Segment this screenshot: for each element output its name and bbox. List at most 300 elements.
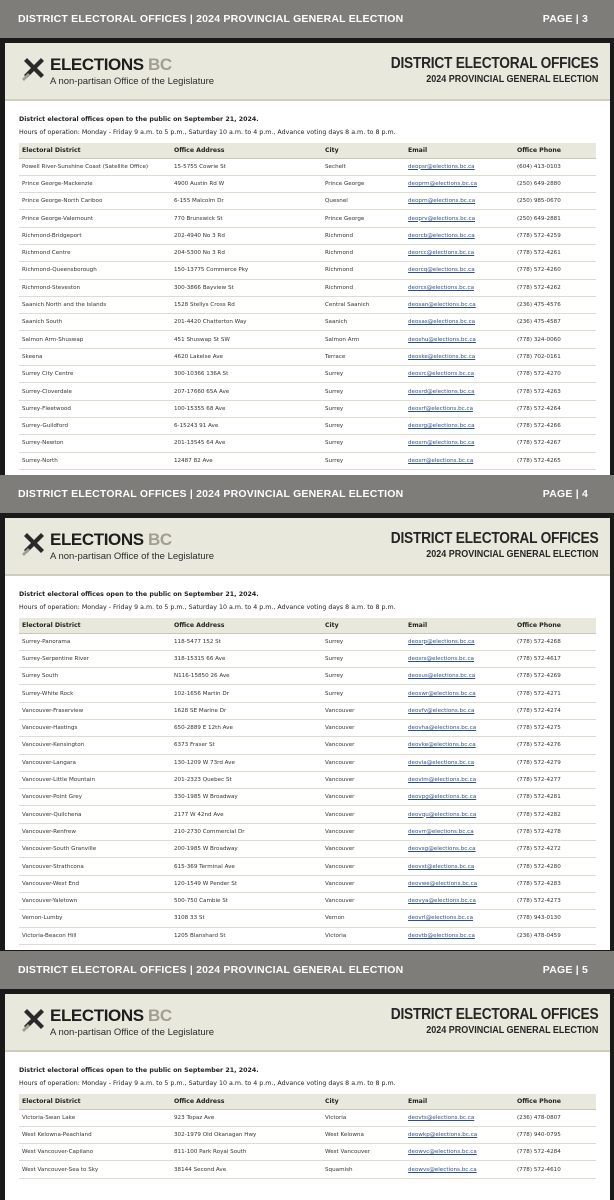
district-cell: Vancouver-Renfrew bbox=[19, 823, 171, 840]
address-cell: 15-5755 Cowrie St bbox=[171, 158, 322, 175]
phone-cell: (778) 572-4281 bbox=[514, 789, 596, 806]
column-header-phone: Office Phone bbox=[514, 143, 596, 158]
column-header-city: City bbox=[322, 1094, 405, 1109]
email-link[interactable]: deovwe@elections.bc.ca bbox=[405, 875, 514, 892]
table-row bbox=[19, 892, 596, 909]
address-cell: 12487 82 Ave bbox=[171, 452, 322, 469]
address-cell: 201-4420 Chatterton Way bbox=[171, 314, 322, 331]
address-cell: 6-15243 91 Ave bbox=[171, 417, 322, 434]
email-link[interactable]: deoprn@elections.bc.ca bbox=[405, 193, 514, 210]
district-cell: Saanich North and the Islands bbox=[19, 296, 171, 313]
city-cell: West Kelowna bbox=[322, 1126, 405, 1143]
intro-open-date: District electoral offices open to the public on September 21, 2024. bbox=[19, 591, 259, 598]
column-header-phone: Office Phone bbox=[514, 1094, 596, 1109]
address-cell: 207-17660 65A Ave bbox=[171, 383, 322, 400]
table-row bbox=[19, 210, 596, 227]
table-row bbox=[19, 314, 596, 331]
district-cell: Salmon Arm-Shuswap bbox=[19, 331, 171, 348]
phone-cell: (778) 572-4278 bbox=[514, 823, 596, 840]
city-cell: Vancouver bbox=[322, 892, 405, 909]
phone-cell: (778) 572-4265 bbox=[514, 452, 596, 469]
city-cell: Surrey bbox=[322, 452, 405, 469]
email-link[interactable]: deoswr@elections.bc.ca bbox=[405, 685, 514, 702]
address-cell: 120-1549 W Pender St bbox=[171, 875, 322, 892]
address-cell: 1528 Stellys Cross Rd bbox=[171, 296, 322, 313]
email-link[interactable]: deowvs@elections.bc.ca bbox=[405, 1161, 514, 1178]
table-row bbox=[19, 279, 596, 296]
phone-cell: (604) 413-0103 bbox=[514, 158, 596, 175]
city-cell: Prince George bbox=[322, 175, 405, 192]
intro-open-date: District electoral offices open to the public on September 21, 2024. bbox=[19, 116, 259, 123]
city-cell: Quesnel bbox=[322, 193, 405, 210]
address-cell: 451 Shuswap St SW bbox=[171, 331, 322, 348]
offices-table bbox=[19, 618, 596, 945]
phone-cell: (778) 572-4269 bbox=[514, 668, 596, 685]
email-link[interactable]: deowvc@elections.bc.ca bbox=[405, 1144, 514, 1161]
phone-cell: (236) 475-4576 bbox=[514, 296, 596, 313]
table-row bbox=[19, 193, 596, 210]
page-footer-bar bbox=[0, 0, 614, 38]
table-row bbox=[19, 296, 596, 313]
page-subtitle: 2024 PROVINCIAL GENERAL ELECTION bbox=[425, 1025, 598, 1036]
column-header-address: Office Address bbox=[171, 1094, 322, 1109]
address-cell: 811-100 Park Royal South bbox=[171, 1144, 322, 1161]
address-cell: 500-750 Cambie St bbox=[171, 892, 322, 909]
page-footer-bar bbox=[0, 475, 614, 513]
intro-hours: Hours of operation: Monday - Friday 9 a.m. to 5 p.m., Saturday 10 a.m. to 4 p.m., Advance voting days 8 a.m. to 8 p.m. bbox=[19, 129, 396, 136]
phone-cell: (236) 475-4587 bbox=[514, 314, 596, 331]
table-row bbox=[19, 754, 596, 771]
table-row bbox=[19, 244, 596, 261]
column-header-email: Email bbox=[405, 618, 514, 633]
address-cell: 201-2323 Quebec St bbox=[171, 771, 322, 788]
district-cell: Surrey-Guildford bbox=[19, 417, 171, 434]
column-header-address: Office Address bbox=[171, 143, 322, 158]
logo-tagline: A non-partisan Office of the Legislature bbox=[50, 1027, 215, 1038]
address-cell: 6-155 Malcolm Dr bbox=[171, 193, 322, 210]
table-row bbox=[19, 158, 596, 175]
page-subtitle: 2024 PROVINCIAL GENERAL ELECTION bbox=[425, 549, 598, 560]
address-cell: 300-3866 Bayview St bbox=[171, 279, 322, 296]
phone-cell: (778) 572-4260 bbox=[514, 262, 596, 279]
district-cell: Prince George-Valemount bbox=[19, 210, 171, 227]
logo-brand: ELECTIONS bbox=[50, 1006, 144, 1025]
city-cell: Surrey bbox=[322, 668, 405, 685]
elections-bc-logo bbox=[21, 531, 214, 562]
district-cell: Vancouver-Point Grey bbox=[19, 789, 171, 806]
email-link[interactable]: deorcs@elections.bc.ca bbox=[405, 279, 514, 296]
table-row bbox=[19, 1126, 596, 1143]
table-row bbox=[19, 262, 596, 279]
address-cell: 923 Topaz Ave bbox=[171, 1109, 322, 1126]
email-link[interactable]: deoske@elections.bc.ca bbox=[405, 348, 514, 365]
district-cell: Vancouver-Kensington bbox=[19, 737, 171, 754]
phone-cell: (250) 649-2880 bbox=[514, 175, 596, 192]
table-row bbox=[19, 771, 596, 788]
email-link[interactable]: deovtb@elections.bc.ca bbox=[405, 927, 514, 944]
offices-table bbox=[19, 1094, 596, 1179]
footer-page-number: PAGE | 5 bbox=[542, 964, 588, 976]
table-row bbox=[19, 452, 596, 469]
district-cell: Saanich South bbox=[19, 314, 171, 331]
address-cell: 300-10366 136A St bbox=[171, 366, 322, 383]
district-cell: West Vancouver-Sea to Sky bbox=[19, 1161, 171, 1178]
district-cell: Surrey-North bbox=[19, 452, 171, 469]
elections-bc-logo-icon bbox=[21, 1008, 47, 1034]
email-link[interactable]: deovya@elections.bc.ca bbox=[405, 892, 514, 909]
phone-cell: (778) 702-0161 bbox=[514, 348, 596, 365]
district-cell: Prince George-Mackenzie bbox=[19, 175, 171, 192]
address-cell: 615-369 Terminal Ave bbox=[171, 858, 322, 875]
table-row bbox=[19, 910, 596, 927]
email-link[interactable]: deosrs@elections.bc.ca bbox=[405, 650, 514, 667]
phone-cell: (778) 572-4270 bbox=[514, 366, 596, 383]
district-cell: Surrey South bbox=[19, 668, 171, 685]
email-link[interactable]: deovpg@elections.bc.ca bbox=[405, 789, 514, 806]
table-row bbox=[19, 331, 596, 348]
phone-cell: (778) 572-4275 bbox=[514, 719, 596, 736]
table-row bbox=[19, 841, 596, 858]
phone-cell: (778) 572-4617 bbox=[514, 650, 596, 667]
address-cell: 100-15355 68 Ave bbox=[171, 400, 322, 417]
city-cell: Vancouver bbox=[322, 702, 405, 719]
phone-cell: (778) 572-4284 bbox=[514, 1144, 596, 1161]
city-cell: Terrace bbox=[322, 348, 405, 365]
page-title: DISTRICT ELECTORAL OFFICES bbox=[390, 55, 598, 72]
address-cell: 200-1985 W Broadway bbox=[171, 841, 322, 858]
city-cell: Vancouver bbox=[322, 875, 405, 892]
district-cell: Surrey City Centre bbox=[19, 366, 171, 383]
email-link[interactable]: deosrg@elections.bc.ca bbox=[405, 417, 514, 434]
table-row bbox=[19, 1109, 596, 1126]
table-row bbox=[19, 417, 596, 434]
email-link[interactable]: deoprm@elections.bc.ca bbox=[405, 175, 514, 192]
district-cell: Vernon-Lumby bbox=[19, 910, 171, 927]
email-link[interactable]: deosrp@elections.bc.ca bbox=[405, 633, 514, 650]
city-cell: Sechelt bbox=[322, 158, 405, 175]
district-cell: Powell River-Sunshine Coast (Satellite Office) bbox=[19, 158, 171, 175]
phone-cell: (778) 572-4263 bbox=[514, 383, 596, 400]
district-cell: Victoria-Beacon Hill bbox=[19, 927, 171, 944]
phone-cell: (778) 572-4277 bbox=[514, 771, 596, 788]
intro-hours: Hours of operation: Monday - Friday 9 a.m. to 5 p.m., Saturday 10 a.m. to 4 p.m., Advance voting days 8 a.m. to 8 p.m. bbox=[19, 604, 396, 611]
city-cell: Central Saanich bbox=[322, 296, 405, 313]
district-cell: West Vancouver-Capilano bbox=[19, 1144, 171, 1161]
city-cell: Vancouver bbox=[322, 789, 405, 806]
district-cell: West Kelowna-Peachland bbox=[19, 1126, 171, 1143]
table-row bbox=[19, 806, 596, 823]
district-cell: Surrey-White Rock bbox=[19, 685, 171, 702]
table-row bbox=[19, 348, 596, 365]
phone-cell: (778) 572-4261 bbox=[514, 244, 596, 261]
table-row bbox=[19, 400, 596, 417]
document-page bbox=[5, 43, 610, 475]
address-cell: 4620 Lakelse Ave bbox=[171, 348, 322, 365]
table-row bbox=[19, 633, 596, 650]
document-page bbox=[5, 994, 610, 1200]
phone-cell: (778) 572-4259 bbox=[514, 227, 596, 244]
address-cell: 118-5477 152 St bbox=[171, 633, 322, 650]
address-cell: 318-15315 66 Ave bbox=[171, 650, 322, 667]
email-link[interactable]: deosrf@elections.bc.ca bbox=[405, 400, 514, 417]
intro-hours: Hours of operation: Monday - Friday 9 a.m. to 5 p.m., Saturday 10 a.m. to 4 p.m., Advance voting days 8 a.m. to 8 p.m. bbox=[19, 1080, 396, 1087]
city-cell: Vancouver bbox=[322, 719, 405, 736]
email-link[interactable]: deovha@elections.bc.ca bbox=[405, 719, 514, 736]
email-link[interactable]: deoshu@elections.bc.ca bbox=[405, 331, 514, 348]
email-link[interactable]: deovts@elections.bc.ca bbox=[405, 1109, 514, 1126]
address-cell: 1205 Blanshard St bbox=[171, 927, 322, 944]
phone-cell: (778) 324-0060 bbox=[514, 331, 596, 348]
city-cell: Richmond bbox=[322, 279, 405, 296]
table-row bbox=[19, 227, 596, 244]
table-row bbox=[19, 875, 596, 892]
phone-cell: (778) 572-4283 bbox=[514, 875, 596, 892]
phone-cell: (778) 572-4272 bbox=[514, 841, 596, 858]
district-cell: Richmond-Steveston bbox=[19, 279, 171, 296]
logo-brand: ELECTIONS bbox=[50, 530, 144, 549]
district-cell: Richmond Centre bbox=[19, 244, 171, 261]
footer-label: DISTRICT ELECTORAL OFFICES | 2024 PROVINCIAL GENERAL ELECTION bbox=[18, 13, 404, 25]
logo-brand-suffix: BC bbox=[148, 530, 172, 549]
intro-open-date: District electoral offices open to the public on September 21, 2024. bbox=[19, 1067, 259, 1074]
phone-cell: (778) 940-0795 bbox=[514, 1126, 596, 1143]
phone-cell: (250) 649-2881 bbox=[514, 210, 596, 227]
phone-cell: (778) 572-4274 bbox=[514, 702, 596, 719]
elections-bc-logo bbox=[21, 1007, 214, 1038]
city-cell: Surrey bbox=[322, 435, 405, 452]
district-cell: Prince George-North Cariboo bbox=[19, 193, 171, 210]
city-cell: Surrey bbox=[322, 366, 405, 383]
elections-bc-logo bbox=[21, 56, 214, 87]
address-cell: 302-1979 Old Okanagan Hwy bbox=[171, 1126, 322, 1143]
phone-cell: (236) 478-0807 bbox=[514, 1109, 596, 1126]
email-link[interactable]: deovfv@elections.bc.ca bbox=[405, 702, 514, 719]
column-header-phone: Office Phone bbox=[514, 618, 596, 633]
city-cell: Surrey bbox=[322, 417, 405, 434]
district-cell: Richmond-Bridgeport bbox=[19, 227, 171, 244]
city-cell: Richmond bbox=[322, 244, 405, 261]
district-cell: Vancouver-Yaletown bbox=[19, 892, 171, 909]
email-link[interactable]: deosrc@elections.bc.ca bbox=[405, 366, 514, 383]
page-header bbox=[5, 43, 610, 101]
district-cell: Vancouver-Hastings bbox=[19, 719, 171, 736]
logo-brand-suffix: BC bbox=[148, 55, 172, 74]
page-title: DISTRICT ELECTORAL OFFICES bbox=[390, 1006, 598, 1023]
district-cell: Vancouver-Little Mountain bbox=[19, 771, 171, 788]
email-link[interactable]: deosrd@elections.bc.ca bbox=[405, 383, 514, 400]
address-cell: 102-1656 Martin Dr bbox=[171, 685, 322, 702]
address-cell: 38144 Second Ave bbox=[171, 1161, 322, 1178]
city-cell: Saanich bbox=[322, 314, 405, 331]
city-cell: Surrey bbox=[322, 633, 405, 650]
column-header-address: Office Address bbox=[171, 618, 322, 633]
email-link[interactable]: deorcb@elections.bc.ca bbox=[405, 227, 514, 244]
email-link[interactable]: deovsg@elections.bc.ca bbox=[405, 841, 514, 858]
footer-page-number: PAGE | 3 bbox=[542, 13, 588, 25]
city-cell: Surrey bbox=[322, 400, 405, 417]
email-link[interactable]: deovst@elections.bc.ca bbox=[405, 858, 514, 875]
column-header-city: City bbox=[322, 618, 405, 633]
district-cell: Vancouver-Quilchena bbox=[19, 806, 171, 823]
email-link[interactable]: deoprv@elections.bc.ca bbox=[405, 210, 514, 227]
city-cell: Surrey bbox=[322, 383, 405, 400]
address-cell: 4900 Austin Rd W bbox=[171, 175, 322, 192]
district-cell: Vancouver-Fraserview bbox=[19, 702, 171, 719]
email-link[interactable]: deosus@elections.bc.ca bbox=[405, 668, 514, 685]
email-link[interactable]: deopsr@elections.bc.ca bbox=[405, 158, 514, 175]
city-cell: Vancouver bbox=[322, 754, 405, 771]
phone-cell: (778) 572-4280 bbox=[514, 858, 596, 875]
address-cell: 770 Brunswick St bbox=[171, 210, 322, 227]
email-link[interactable]: deovrl@elections.bc.ca bbox=[405, 910, 514, 927]
document-page bbox=[5, 518, 610, 950]
address-cell: 201-13545 64 Ave bbox=[171, 435, 322, 452]
table-row bbox=[19, 789, 596, 806]
address-cell: 150-13775 Commerce Pky bbox=[171, 262, 322, 279]
logo-brand-suffix: BC bbox=[148, 1006, 172, 1025]
email-link[interactable]: deosas@elections.bc.ca bbox=[405, 314, 514, 331]
email-link[interactable]: deosan@elections.bc.ca bbox=[405, 296, 514, 313]
address-cell: 2177 W 42nd Ave bbox=[171, 806, 322, 823]
address-cell: 130-1209 W 73rd Ave bbox=[171, 754, 322, 771]
address-cell: 3108 33 St bbox=[171, 910, 322, 927]
table-row bbox=[19, 719, 596, 736]
page-title: DISTRICT ELECTORAL OFFICES bbox=[390, 530, 598, 547]
table-row bbox=[19, 650, 596, 667]
phone-cell: (778) 572-4266 bbox=[514, 417, 596, 434]
address-cell: N116-15850 26 Ave bbox=[171, 668, 322, 685]
footer-page-number: PAGE | 4 bbox=[542, 488, 588, 500]
phone-cell: (778) 572-4273 bbox=[514, 892, 596, 909]
district-cell: Surrey-Cloverdale bbox=[19, 383, 171, 400]
column-header-email: Email bbox=[405, 143, 514, 158]
district-cell: Vancouver-Strathcona bbox=[19, 858, 171, 875]
city-cell: Vancouver bbox=[322, 771, 405, 788]
district-cell: Vancouver-West End bbox=[19, 875, 171, 892]
city-cell: Surrey bbox=[322, 685, 405, 702]
city-cell: Prince George bbox=[322, 210, 405, 227]
column-header-district: Electoral District bbox=[19, 618, 171, 633]
address-cell: 202-4940 No 3 Rd bbox=[171, 227, 322, 244]
elections-bc-logo-icon bbox=[21, 57, 47, 83]
email-link[interactable]: deovla@elections.bc.ca bbox=[405, 754, 514, 771]
city-cell: Vancouver bbox=[322, 858, 405, 875]
address-cell: 204-5300 No 3 Rd bbox=[171, 244, 322, 261]
table-row bbox=[19, 823, 596, 840]
email-link[interactable]: deorcq@elections.bc.ca bbox=[405, 262, 514, 279]
email-link[interactable]: deowkp@elections.bc.ca bbox=[405, 1126, 514, 1143]
table-row bbox=[19, 1161, 596, 1178]
email-link[interactable]: deovrr@elections.bc.ca bbox=[405, 823, 514, 840]
phone-cell: (778) 943-0130 bbox=[514, 910, 596, 927]
address-cell: 650-2889 E 12th Ave bbox=[171, 719, 322, 736]
table-row bbox=[19, 685, 596, 702]
phone-cell: (778) 572-4276 bbox=[514, 737, 596, 754]
district-cell: Richmond-Queensborough bbox=[19, 262, 171, 279]
phone-cell: (778) 572-4271 bbox=[514, 685, 596, 702]
phone-cell: (778) 572-4279 bbox=[514, 754, 596, 771]
email-link[interactable]: deovlm@elections.bc.ca bbox=[405, 771, 514, 788]
phone-cell: (778) 572-4264 bbox=[514, 400, 596, 417]
city-cell: Richmond bbox=[322, 227, 405, 244]
table-row bbox=[19, 927, 596, 944]
column-header-city: City bbox=[322, 143, 405, 158]
city-cell: Vancouver bbox=[322, 841, 405, 858]
table-row bbox=[19, 435, 596, 452]
phone-cell: (778) 572-4610 bbox=[514, 1161, 596, 1178]
offices-table bbox=[19, 143, 596, 470]
table-row bbox=[19, 1144, 596, 1161]
city-cell: Vernon bbox=[322, 910, 405, 927]
table-row bbox=[19, 858, 596, 875]
phone-cell: (778) 572-4262 bbox=[514, 279, 596, 296]
email-link[interactable]: deorcc@elections.bc.ca bbox=[405, 244, 514, 261]
page-subtitle: 2024 PROVINCIAL GENERAL ELECTION bbox=[425, 74, 598, 85]
address-cell: 6373 Fraser St bbox=[171, 737, 322, 754]
footer-label: DISTRICT ELECTORAL OFFICES | 2024 PROVINCIAL GENERAL ELECTION bbox=[18, 964, 404, 976]
city-cell: Victoria bbox=[322, 927, 405, 944]
phone-cell: (778) 572-4268 bbox=[514, 633, 596, 650]
phone-cell: (778) 572-4267 bbox=[514, 435, 596, 452]
city-cell: Squamish bbox=[322, 1161, 405, 1178]
email-link[interactable]: deosrr@elections.bc.ca bbox=[405, 452, 514, 469]
district-cell: Surrey-Newton bbox=[19, 435, 171, 452]
district-cell: Skeena bbox=[19, 348, 171, 365]
city-cell: Victoria bbox=[322, 1109, 405, 1126]
city-cell: Vancouver bbox=[322, 806, 405, 823]
table-row bbox=[19, 668, 596, 685]
table-row bbox=[19, 737, 596, 754]
address-cell: 330-1985 W Broadway bbox=[171, 789, 322, 806]
logo-tagline: A non-partisan Office of the Legislature bbox=[50, 76, 215, 87]
table-row bbox=[19, 175, 596, 192]
city-cell: Vancouver bbox=[322, 823, 405, 840]
column-header-district: Electoral District bbox=[19, 1094, 171, 1109]
phone-cell: (236) 478-0459 bbox=[514, 927, 596, 944]
elections-bc-logo-icon bbox=[21, 532, 47, 558]
page-header bbox=[5, 994, 610, 1052]
city-cell: West Vancouver bbox=[322, 1144, 405, 1161]
city-cell: Surrey bbox=[322, 650, 405, 667]
phone-cell: (778) 572-4282 bbox=[514, 806, 596, 823]
phone-cell: (250) 985-0670 bbox=[514, 193, 596, 210]
city-cell: Vancouver bbox=[322, 737, 405, 754]
district-cell: Vancouver-South Granville bbox=[19, 841, 171, 858]
district-cell: Vancouver-Langara bbox=[19, 754, 171, 771]
email-link[interactable]: deovqu@elections.bc.ca bbox=[405, 806, 514, 823]
email-link[interactable]: deosrn@elections.bc.ca bbox=[405, 435, 514, 452]
district-cell: Surrey-Panorama bbox=[19, 633, 171, 650]
city-cell: Salmon Arm bbox=[322, 331, 405, 348]
footer-label: DISTRICT ELECTORAL OFFICES | 2024 PROVINCIAL GENERAL ELECTION bbox=[18, 488, 404, 500]
table-row bbox=[19, 702, 596, 719]
column-header-email: Email bbox=[405, 1094, 514, 1109]
page-footer-bar bbox=[0, 951, 614, 989]
email-link[interactable]: deovke@elections.bc.ca bbox=[405, 737, 514, 754]
table-row bbox=[19, 366, 596, 383]
district-cell: Surrey-Serpentine River bbox=[19, 650, 171, 667]
address-cell: 1628 SE Marine Dr bbox=[171, 702, 322, 719]
district-cell: Surrey-Fleetwood bbox=[19, 400, 171, 417]
city-cell: Richmond bbox=[322, 262, 405, 279]
district-cell: Victoria-Swan Lake bbox=[19, 1109, 171, 1126]
address-cell: 210-2730 Commercial Dr bbox=[171, 823, 322, 840]
column-header-district: Electoral District bbox=[19, 143, 171, 158]
table-row bbox=[19, 383, 596, 400]
page-header bbox=[5, 518, 610, 576]
logo-tagline: A non-partisan Office of the Legislature bbox=[50, 551, 215, 562]
logo-brand: ELECTIONS bbox=[50, 55, 144, 74]
